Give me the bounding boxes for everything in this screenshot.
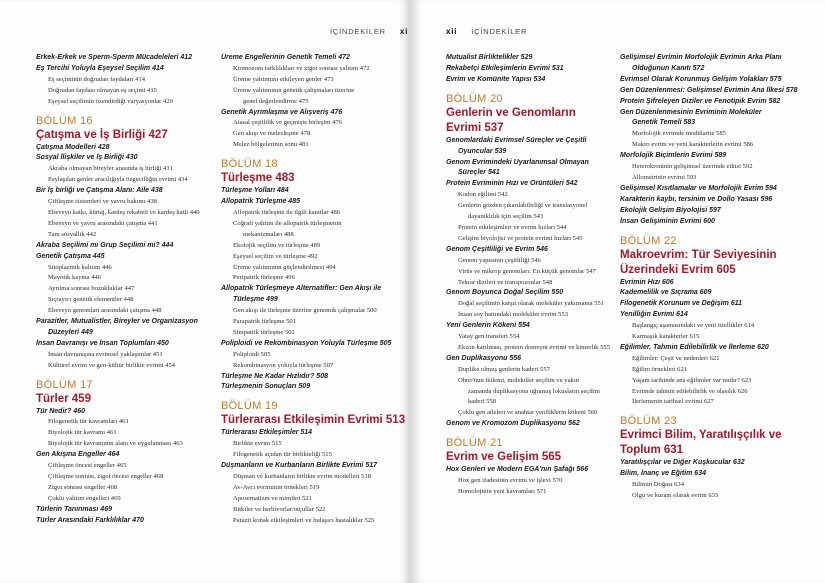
toc-subentry[interactable]: Tekrar dizileri ve transpozonlar 548 (458, 278, 553, 286)
toc-subentry[interactable]: İlerlemenin tarihsel evrimi 627 (632, 398, 714, 406)
toc-entry[interactable]: Protein Şifreleyen Diziler ve Fenotipik Evrim 582 (620, 97, 781, 105)
toc-subentry[interactable]: Biyolojik tür kavramı 461 (48, 429, 117, 437)
chapter-title[interactable]: Genlerin ve Genomların (446, 106, 576, 119)
toc-entry-continued[interactable]: Olduğunun Kanıtı 572 (632, 64, 705, 72)
toc-entry[interactable]: Yaratılışçılar ve Diğer Kuşkucular 632 (620, 459, 745, 467)
right-page (412, 0, 825, 583)
toc-subentry[interactable]: Allopatrik türleşme ile ilgili kanıtlar 486 (233, 208, 341, 216)
chapter-title[interactable]: Üzerindeki Evrim 605 (620, 263, 736, 276)
toc-entry[interactable]: Parazitler, Mutualistler, Bireyler ve Organizasyon (36, 318, 198, 326)
toc-subentry-continued[interactable]: dayanıklılık için seçilim 543 (468, 213, 544, 221)
toc-subentry[interactable]: Parapatrik türleşme 501 (233, 318, 296, 326)
toc-subentry[interactable]: Parazit konak etkileşimleri ve bulaşıcı hastalıklar 525 (233, 516, 375, 524)
toc-subentry[interactable]: Sitoplazmik kalıtım 446 (48, 263, 112, 271)
toc-entry[interactable]: Morfolojik Biçimlerin Evrimi 589 (620, 152, 727, 160)
toc-subentry[interactable]: Tam sosyallik 442 (48, 230, 97, 238)
toc-subentry[interactable]: Duplike olmuş genlerin kaderi 557 (458, 365, 550, 373)
toc-subentry[interactable]: Ayrılma sonrası bozukluklar 447 (48, 285, 135, 293)
toc-entry[interactable]: Genetik Çatışma 445 (36, 252, 105, 260)
toc-subentry[interactable]: Bilimin Doğası 634 (632, 481, 685, 489)
toc-entry[interactable]: Gelişimsel Evrimin Morfolojik Evrimin Arka Planı (620, 54, 782, 61)
left-page (0, 0, 410, 583)
page-number: xi (399, 27, 409, 36)
toc-subentry[interactable]: İnsan soy hattındaki moleküler evrim 553 (458, 311, 569, 319)
toc-subentry[interactable]: Çiftleşme öncesi engeller 465 (48, 462, 127, 470)
toc-entry[interactable]: Hox Genleri ve Modern EGA'nın Şafağı 566 (446, 466, 589, 474)
toc-entry[interactable]: Gelişimsel Kısıtlamalar ve Morfolojik Evrim 594 (620, 184, 777, 192)
left-running-head (330, 27, 408, 36)
toc-subentry[interactable]: Av-Avcı evriminin örnekleri 519 (233, 483, 320, 491)
toc-entry[interactable]: Eş Tercihi Yoluyla Eşeysel Seçilim 414 (36, 64, 164, 72)
toc-column (620, 53, 820, 502)
toc-entry[interactable]: Yeni Genlerin Kökeni 554 (446, 322, 530, 330)
toc-entry[interactable]: Türlerin Tanınması 469 (36, 505, 112, 513)
toc-entry[interactable]: Karakterin kaybı, tersinim ve Dollo Yasası 596 (620, 195, 773, 203)
toc-entry[interactable]: Genom ve Kromozom Duplikasyonu 562 (446, 420, 580, 428)
chapter-title[interactable]: Türlerarası Etkileşimin Evrimi 513 (221, 414, 406, 427)
chapter-title[interactable]: Evrimi 537 (446, 121, 504, 134)
toc-subentry[interactable]: Makro evrim ve yeni karakterlerin evrimi 586 (632, 141, 754, 149)
toc-entry[interactable]: Düşmanların ve Kurbanların Birlikte Evrimi 517 (221, 462, 378, 470)
toc-subentry[interactable]: Melez bölgelerinin sonu 481 (233, 141, 309, 149)
toc-subentry[interactable]: Üreme yalıtımının genetik çalışmaları üzerine (233, 86, 355, 94)
chapter-title[interactable]: Çatışma ve İş Birliği 427 (36, 128, 168, 141)
toc-subentry[interactable]: Gen akışı ve melezleşme 478 (233, 130, 311, 138)
toc-subentry[interactable]: Üreme yalıtımını etkileyen genler 473 (233, 75, 334, 83)
toc-subentry[interactable]: Homolojinin yeni kavramları 571 (458, 488, 547, 495)
toc-subentry[interactable]: Olgu ve kuram olarak evrim 635 (632, 492, 719, 500)
toc-subentry[interactable]: Sıçrayıcı genetik elementler 448 (48, 296, 134, 304)
toc-subentry[interactable]: Çiftleşme sistemleri ve yavru bakımı 438 (48, 198, 157, 206)
toc-entry[interactable]: Gen Duplikasyonu 556 (446, 354, 522, 362)
toc-subentry[interactable]: Ekzon karılması, protein domeyni evrimi ve kimerlik 555 (458, 343, 610, 351)
chapter-label: BÖLÜM 17 (36, 378, 93, 391)
chapter-label: BÖLÜM 20 (446, 92, 503, 105)
chapter-label: BÖLÜM 21 (446, 437, 503, 450)
running-head-title: İÇİNDEKİLER (330, 27, 386, 36)
toc-subentry[interactable]: Başlangıç aşamasındaki ve yeni özellikler 614 (632, 322, 755, 330)
toc-subentry[interactable]: Ebeveyn genomları arasındaki çatışma 448 (48, 307, 162, 315)
toc-entry-continued[interactable]: Genetik Temeli 583 (632, 119, 696, 127)
toc-subentry[interactable]: Yatay gen transferi 554 (458, 333, 520, 341)
toc-subentry[interactable]: Poliploidi 505 (233, 350, 271, 358)
chapter-label: BÖLÜM 22 (620, 234, 677, 247)
toc-subentry[interactable]: İnsan davranışına evrimsel yaklaşımlar 451 (48, 350, 163, 358)
toc-subentry[interactable]: Paylaşılan genler aracılığıyla özgecilliğin evrimi 434 (48, 176, 188, 184)
toc-subentry-continued[interactable]: kaderi 558 (468, 398, 497, 406)
toc-entry[interactable]: Evrimin Hızı 606 (620, 278, 674, 286)
toc-entry[interactable]: Genetik Ayrımlaşma ve Alışveriş 476 (221, 108, 343, 116)
toc-entry[interactable]: Poliploidi ve Rekombinasyon Yoluyla Türleşme 505 (221, 339, 392, 347)
right-running-head (446, 27, 527, 36)
toc-entry[interactable]: Genomlardaki Evrimsel Süreçler ve Çeşitli (446, 136, 587, 144)
chapter-title[interactable]: Evrim ve Gelişim 565 (446, 451, 562, 464)
page-number: xii (446, 27, 458, 36)
toc-entry[interactable]: Türleşmenin Sonuçları 509 (221, 383, 311, 391)
toc-subentry[interactable]: Gelişim biyolojisi ve protein evrimi hızları 545 (458, 234, 583, 242)
toc-column (221, 53, 406, 527)
toc-subentry[interactable]: Düşman ve kurbanların birlikte evrim modelleri 518 (233, 473, 372, 480)
toc-subentry[interactable]: Simpatrik türleşme 502 (233, 328, 295, 336)
toc-subentry[interactable]: Morfolojik evrimde modülarite 585 (632, 130, 726, 138)
toc-subentry[interactable]: Çiftleşme sonrası, zigot öncesi engeller 468 (48, 473, 164, 480)
toc-entry[interactable]: Eğilimler, Tahmin Edilebilirlik ve İlerleme 620 (620, 343, 769, 351)
toc-entry-continued[interactable]: Süreçler 541 (458, 169, 500, 177)
toc-subentry[interactable]: Filogenetik tür kavramları 461 (48, 418, 129, 426)
chapter-label: BÖLÜM 19 (221, 400, 278, 413)
running-head-title: İÇİNDEKİLER (471, 27, 528, 36)
toc-subentry[interactable]: Heterokroninin gelişimsel üzerinde etkisi 592 (632, 163, 753, 171)
toc-subentry[interactable]: Ebeveyn ve yavru arasındaki çatışma 441 (48, 219, 158, 227)
toc-entry[interactable]: İnsan Davranışı ve İnsan Toplumları 450 (36, 339, 169, 347)
toc-subentry[interactable]: Gen akışı ile türleşme üzerine genomik çalışmalar 500 (233, 307, 377, 315)
toc-entry[interactable]: Yenilliğin Evrimi 614 (620, 311, 688, 319)
toc-subentry[interactable]: Kültürel evrim ve gen-kültür birlikte evrimi 454 (48, 361, 176, 369)
toc-subentry[interactable]: Biyolojik tür kavramının alanı ve uygulanması 463 (48, 440, 183, 448)
toc-subentry[interactable]: Mayotik kayma 446 (48, 274, 102, 282)
chapter-title[interactable]: Toplum 631 (620, 444, 684, 457)
toc-entry[interactable]: Protein Evriminin Hızı ve Örüntüleri 542 (446, 180, 578, 188)
toc-subentry[interactable]: Çoklu gen aileleri ve anahtar yeniliklerin kökeni 560 (458, 409, 598, 417)
toc-column (446, 53, 626, 498)
toc-subentry[interactable]: Üreme yalıtımının güçlendirilmesi 494 (233, 263, 336, 271)
toc-subentry[interactable]: Atasal çeşitlilik ve geçmişte birleşim 476 (233, 119, 342, 127)
toc-subentry[interactable]: Hox gen ifadesinin evrimi ve işlevi 570 (458, 477, 563, 485)
toc-subentry[interactable]: Coğrafi yalıtım ile allopatrik türleşmenin (233, 219, 342, 227)
chapter-label: BÖLÜM 23 (620, 415, 677, 428)
toc-entry[interactable]: Bir İş birliği ve Çatışma Alanı: Aile 438 (36, 187, 163, 195)
toc-subentry[interactable]: Yaşam tarihinde ana eğilimler var mıdır? 623 (632, 376, 752, 384)
toc-subentry[interactable]: Evrimde tahmin edilebilirlik ve olasılık 626 (632, 387, 748, 395)
chapter-title[interactable]: Makroevrim: Tür Seviyesinin (620, 248, 777, 261)
toc-entry[interactable]: Gen Düzenlenmesinin Evriminin Moleküler (620, 108, 762, 116)
toc-subentry[interactable]: Zigot sonrası engeller 468 (48, 483, 118, 491)
toc-subentry[interactable]: Kodon eğilimi 542 (458, 191, 508, 199)
toc-entry[interactable]: Kademelilik ve Sıçrama 609 (620, 289, 712, 297)
toc-entry[interactable]: Genom Çeşitliliği ve Evrim 546 (446, 245, 548, 253)
toc-subentry[interactable]: Kromozom farklılıkları ve zigot sonrası yalıtım 472 (233, 64, 370, 72)
toc-entry[interactable]: Bilim, İnanç ve Eğitim 634 (620, 470, 706, 478)
toc-subentry[interactable]: Ekolojik seçilim ve türleşme 489 (233, 241, 321, 249)
toc-subentry[interactable]: Çoklu yalıtım engelleri 469 (48, 494, 121, 502)
toc-subentry[interactable]: Doğrudan faydası olmayan eş seçimi 415 (48, 86, 157, 94)
toc-entry[interactable]: Evrim ve Komünite Yapısı 534 (446, 75, 546, 83)
toc-entry[interactable]: Evrimsel Olarak Korunmuş Gelişim Yolakları 575 (620, 75, 782, 83)
toc-subentry[interactable]: Karmaşık karakterler 615 (632, 333, 700, 341)
toc-entry[interactable]: Türlerarası Etkileşimler 514 (221, 429, 313, 437)
toc-subentry[interactable]: Akraba olmayan bireyler arasında iş birliği 431 (48, 165, 173, 173)
chapter-title[interactable]: Evrimci Bilim, Yaratılışçılık ve (620, 429, 782, 442)
toc-entry[interactable]: Tür Nedir? 460 (36, 407, 86, 415)
toc-subentry[interactable]: Aposematizm ve mimikri 521 (233, 494, 312, 502)
toc-subentry[interactable]: Ebeveyn katkı, kürtaj, kardeş rekabeti ve kardeş katli 440 (48, 208, 200, 216)
toc-subentry[interactable]: Rekombinasyon yoluyla türleşme 507 (233, 361, 334, 369)
toc-subentry[interactable]: Allometrinin evrimi 593 (632, 173, 697, 181)
toc-subentry[interactable]: Eğilim örnekleri 621 (632, 365, 687, 373)
toc-subentry[interactable]: Protein etkileşimleri ve evrim hızları 544 (458, 223, 567, 231)
toc-subentry[interactable]: Eş seçiminin doğrudan faydaları 414 (48, 75, 146, 83)
toc-entry[interactable]: Üreme Engellerinin Genetik Temeli 472 (221, 54, 350, 61)
toc-entry-continued[interactable]: Türleşme 499 (233, 296, 278, 304)
toc-entry[interactable]: Çatışma Modelleri 428 (36, 143, 110, 151)
toc-subentry[interactable]: Filogenetik açıdan tür birlikteliği 515 (233, 451, 332, 459)
toc-entry[interactable]: Sosyal İlişkiler ve İş Birliği 430 (36, 154, 138, 162)
toc-subentry[interactable]: Bitkiler ve herbivorlar/otçullar 522 (233, 505, 326, 513)
toc-subentry[interactable]: Peripatrik türleşme 496 (233, 274, 295, 282)
toc-entry[interactable]: Gen Akışına Engeller 464 (36, 451, 120, 459)
toc-entry[interactable]: Mutualist Birliktelikler 529 (446, 54, 533, 61)
toc-entry[interactable]: Türler Arasındaki Farklılıklar 470 (36, 516, 144, 524)
toc-subentry[interactable]: Eşeysel seçilim ve türleşme 492 (233, 252, 318, 260)
toc-entry[interactable]: Genom Evrimindeki Uyarlanımsal Olmayan (446, 158, 589, 166)
toc-entry[interactable]: Türleşme Yolları 484 (221, 187, 289, 195)
chapter-title[interactable]: Türleşme 483 (221, 172, 295, 185)
toc-entry-continued[interactable]: Düzeyleri 449 (48, 328, 93, 336)
toc-entry[interactable]: Genom Boyunca Doğal Seçilim 550 (446, 289, 564, 297)
toc-entry[interactable]: Türleşme Ne Kadar Hızlıdır? 508 (221, 372, 328, 380)
toc-subentry[interactable]: Genom yapısının çeşitliliği 546 (458, 256, 541, 264)
toc-column (36, 53, 211, 527)
toc-subentry[interactable]: Eğilimler: Çeşit ve nedenleri 621 (632, 354, 720, 362)
toc-subentry[interactable]: Doğal seçilimin karşıt olarak moleküler yakınsama 551 (458, 300, 605, 308)
toc-entry[interactable]: Akraba Seçilimi mi Grup Seçilimi mi? 444 (36, 241, 174, 249)
chapter-title[interactable]: Türler 459 (36, 392, 91, 405)
toc-subentry[interactable]: Eşeysel seçilimin özendirdiği varyasyonlar 420 (48, 97, 173, 105)
toc-entry[interactable]: İnsan Gelişiminin Evrimi 600 (620, 217, 715, 225)
toc-subentry[interactable]: Ohno'nun ikilemi, moleküler seçilim ve yakın (458, 376, 579, 384)
toc-subentry-continued[interactable]: mekanizmaları 488 (243, 230, 294, 238)
toc-subentry-continued[interactable]: genel değerlendirme 475 (243, 97, 309, 105)
toc-entry[interactable]: Gen Düzenlenmesi: Gelişimsel Evrimin Ana İlkesi 578 (620, 86, 798, 94)
toc-subentry[interactable]: Virüs ve mikrop genomları: En küçük genomlar 547 (458, 267, 596, 275)
toc-entry[interactable]: Allopatrik Türleşmeye Alternatifler: Gen Akışı ile (221, 285, 382, 293)
toc-entry[interactable]: Filogenetik Korunum ve Değişim 611 (620, 300, 743, 308)
toc-entry[interactable]: Allopatrik Türleşme 485 (221, 198, 300, 206)
toc-entry[interactable]: Erkek-Erkek ve Sperm-Sperm Mücadeleleri 412 (36, 54, 193, 61)
toc-entry[interactable]: Ekolojik Gelişim Biyolojisi 597 (620, 206, 721, 214)
toc-entry-continued[interactable]: Oyuncular 539 (458, 147, 507, 155)
toc-subentry[interactable]: Birlikte evrim 515 (233, 440, 282, 448)
toc-entry[interactable]: Rekabetçi Etkileşimlerin Evrimi 531 (446, 64, 564, 72)
toc-subentry[interactable]: Genlerin gözden çıkarılabilirliği ve translasyonel (458, 202, 588, 210)
toc-subentry-continued[interactable]: zamanda duplikasyona uğramış lokusların seçilim (468, 387, 600, 395)
chapter-label: BÖLÜM 16 (36, 114, 93, 127)
chapter-label: BÖLÜM 18 (221, 158, 278, 171)
